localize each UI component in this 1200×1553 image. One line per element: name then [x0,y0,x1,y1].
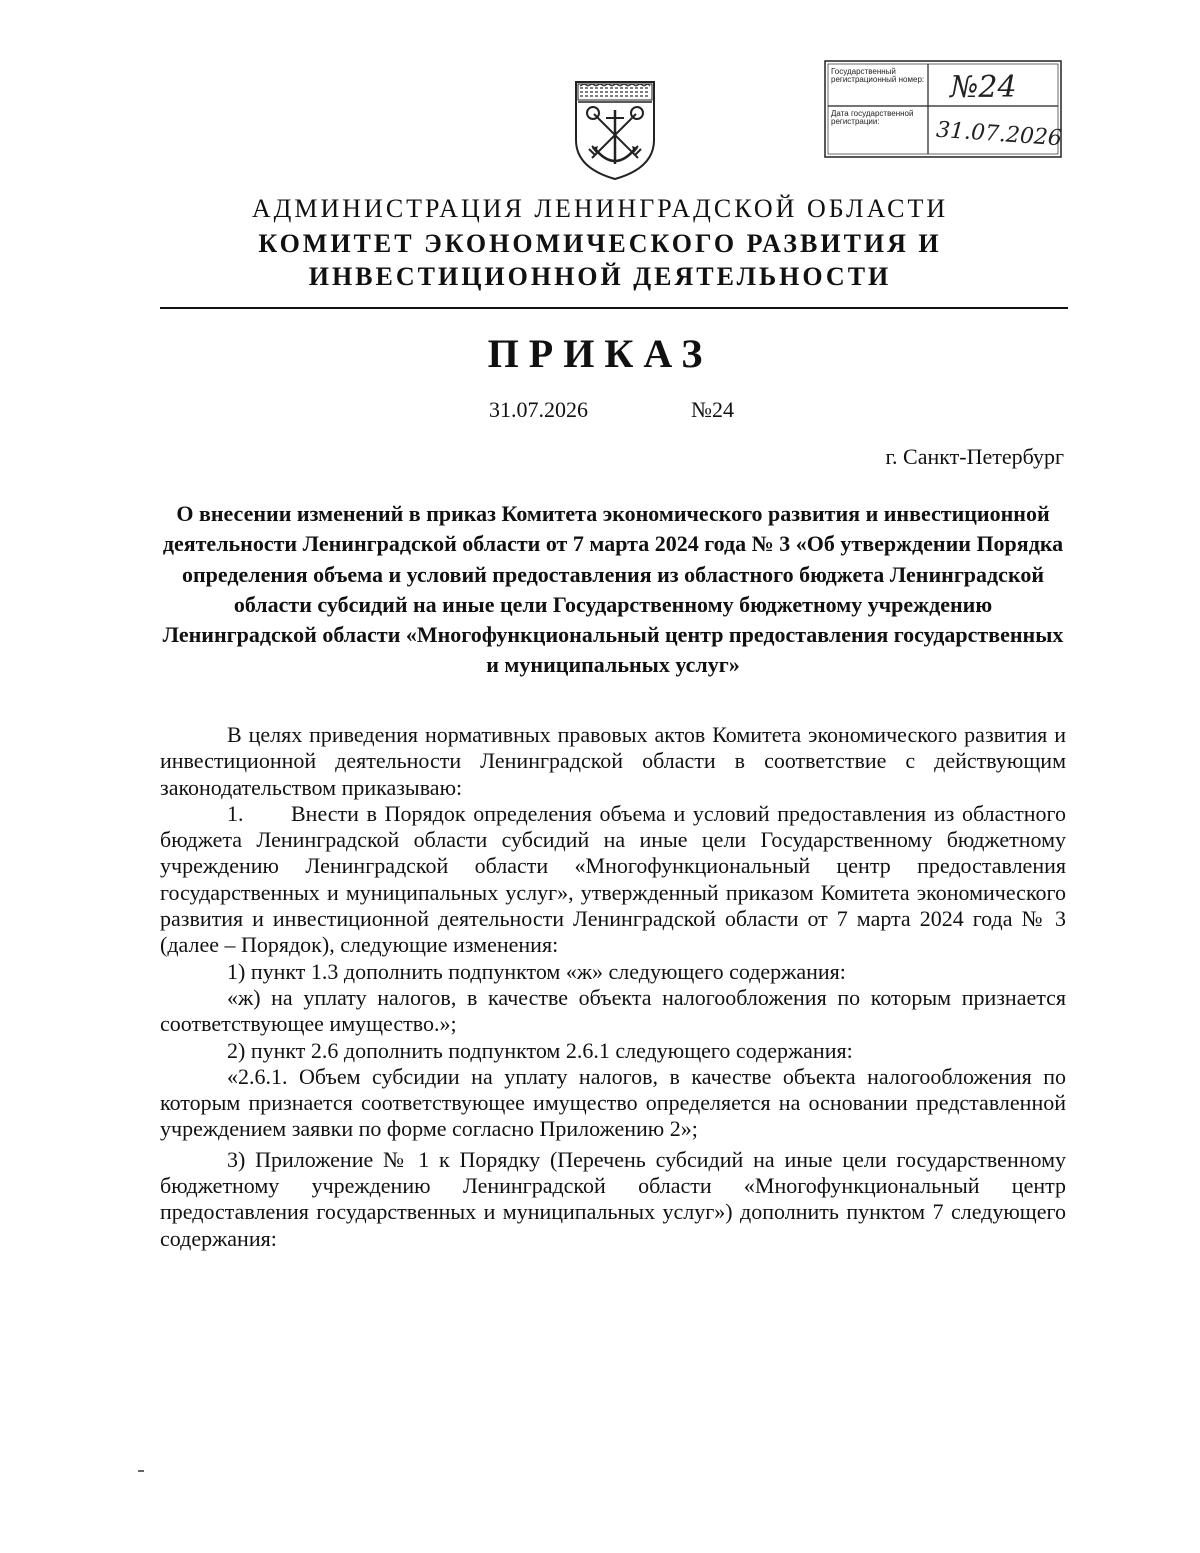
order-subject: О внесении изменений в приказ Комитета экономического развития и инвестиционной деятельности Ленинградской области от 7 марта 2024 года № 3 «Об утверждении Порядка определения объема и условий предоставления из областного бюджета Ленинградской области субсидий на иные цели Государственному бюджетному учреждению Ленинградской области «Многофункциональный центр предоставления государственных и муниципальных услуг» [162,501,1064,678]
scan-speck [138,1470,144,1472]
administration-name: АДМИНИСТРАЦИЯ ЛЕНИНГРАДСКОЙ ОБЛАСТИ [251,194,949,223]
item-1-paragraph [160,801,1066,959]
order-body [160,722,1066,1252]
coat-of-arms-emblem [572,78,658,182]
subitem-1-paragraph: 1) пункт 1.3 дополнить подпунктом «ж» следующего содержания: [227,958,846,984]
committee-name [0,227,1200,293]
document-title: ПРИКАЗ [487,331,713,376]
reg-date-label: Дата государственной регистрации: [831,109,914,126]
subitem-2-paragraph: 2) пункт 2.6 дополнить подпунктом 2.6.1 следующего содержания: [227,1037,853,1063]
order-number: №24 [691,397,734,422]
subitem-2-quote: «2.6.1. Объем субсидии на уплату налогов, в качестве объекта налогообложения по которым признается соответствующее имущество определяется на основании представленной учреждением заявки по форме согласно Приложению 2»; [160,1063,1066,1142]
reg-number-label: Государственный регистрационный номер: [831,67,925,84]
item-1-text: Внести в Порядок определения объема и условий предоставления из областного бюджета Ленинградской области субсидий на иные цели Государственному бюджетному учреждению Ленинградской области «Многофункциональный центр предоставления государственных и муниципальных услуг», утвержденный приказом Комитета экономического развития и инвестиционной деятельности Ленинградской области от 7 марта 2024 года № 3 (далее – Порядок), следующие изменения: [160,800,1066,958]
order-date: 31.07.2026 [489,397,588,422]
subitem-3-paragraph: 3) Приложение № 1 к Порядку (Перечень субсидий на иные цели государственному бюджетному учреждению Ленинградской области «Многофункциональный центр предоставления государственных и муниципальных услуг») дополнить пунктом 7 следующего содержания: [160,1146,1066,1251]
preamble-paragraph: В целях приведения нормативных правовых актов Комитета экономического развития и инвестиционной деятельности Ленинградской области в соответствие с действующим законодательством приказываю: [160,722,1066,800]
item-1-number: 1. [227,800,244,826]
subitem-1-quote: «ж) на уплату налогов, в качестве объекта налогообложения по которым признается соответствующее имущество.»; [160,984,1066,1037]
coat-of-arms-icon [572,78,658,182]
committee-name-line-2: ИНВЕСТИЦИОННОЙ ДЕЯТЕЛЬНОСТИ [308,262,892,291]
registration-stamp [824,60,1062,158]
committee-name-line-1: КОМИТЕТ ЭКОНОМИЧЕСКОГО РАЗВИТИЯ И [258,229,942,258]
reg-date-value: 31.07.2026 [935,117,1063,152]
reg-number-value: №24 [950,70,1017,105]
order-place: г. Санкт-Петербург [885,444,1064,469]
header-divider [160,307,1068,309]
